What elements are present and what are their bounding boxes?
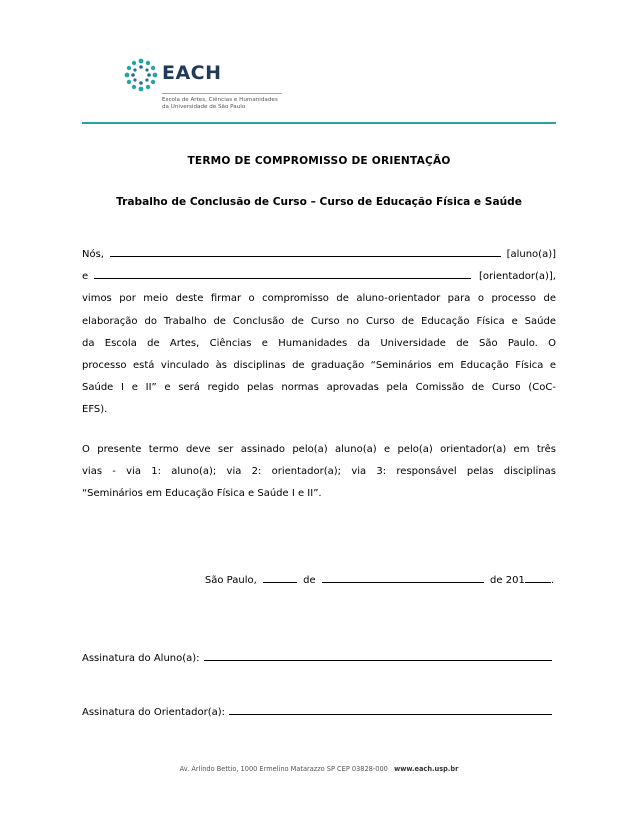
p1-line4: elaboração do Trabalho de Conclusão de Curso no Curso de Educação Física e Saúde [82, 315, 556, 327]
student-signature-blank[interactable] [204, 650, 552, 661]
advisor-signature-line [82, 704, 552, 718]
date-city: São Paulo, [204, 575, 257, 586]
p1-line5: da Escola de Artes, Ciências e Humanidades da Universidade de São Paulo. O [82, 337, 556, 349]
advisor-signature-label: Assinatura do Orientador(a): [82, 707, 226, 718]
logo-name: EACH [162, 62, 222, 84]
student-name-line [82, 244, 556, 266]
student-signature-line [82, 650, 552, 664]
p1-line2-end: [orientador(a)], [478, 271, 556, 283]
advisor-name-blank[interactable] [94, 278, 471, 279]
advisor-signature-blank[interactable] [229, 704, 552, 715]
p1-line1-start: Nós, [82, 249, 104, 260]
day-blank[interactable] [263, 581, 297, 583]
paragraph-signing [82, 439, 556, 506]
student-signature-label: Assinatura do Aluno(a): [82, 653, 200, 664]
document-subtitle: Trabalho de Conclusão de Curso – Curso de Educação Física e Saúde [116, 196, 522, 208]
advisor-name-line [82, 266, 556, 288]
p1-line3: vimos por meio deste firmar o compromisso de aluno-orientador para o processo de [82, 293, 556, 305]
p1-line6: processo está vinculado às disciplinas de graduação “Seminários em Educação Física e [82, 359, 556, 371]
document-title: TERMO DE COMPROMISSO DE ORIENTAÇÃO [187, 155, 451, 167]
header-divider [82, 122, 556, 124]
logo-subtitle-line1: Escola de Artes, Ciências e Humanidades [162, 97, 278, 103]
logo-divider [162, 93, 282, 94]
month-blank[interactable] [322, 581, 484, 583]
date-de: de [303, 575, 316, 586]
date-end: . [550, 575, 554, 586]
p1-line7: Saúde I e II” e será regido pelas normas aprovadas pela Comissão de Curso (CoC- [82, 382, 556, 394]
paragraph-commitment [82, 244, 556, 422]
header-logo [124, 58, 424, 118]
each-logo-icon [124, 58, 158, 92]
footer-address: Av. Arlindo Bettio, 1000 Ermelino Matarazzo SP CEP 03828-000 [179, 765, 388, 773]
student-name-blank[interactable] [110, 256, 501, 257]
p1-line1-end: [aluno(a)] [506, 249, 556, 260]
p2-line1: O presente termo deve ser assinado pelo(a) aluno(a) e pelo(a) orientador(a) em três [82, 444, 556, 455]
footer [0, 765, 638, 773]
date-line [0, 570, 554, 592]
p1-line2-start: e [82, 271, 89, 283]
p1-line8: EFS). [82, 404, 108, 416]
year-blank[interactable] [525, 581, 551, 583]
date-year: de 201 [490, 575, 525, 586]
logo-subtitle [162, 97, 278, 111]
p2-line3: “Seminários em Educação Física e Saúde I e II”. [82, 488, 322, 500]
logo-subtitle-line2: da Universidade de São Paulo [162, 104, 246, 110]
p2-line2: vias - via 1: aluno(a); via 2: orientador(a); via 3: responsável pelas disciplinas [82, 466, 556, 478]
footer-url[interactable]: www.each.usp.br [394, 765, 459, 773]
